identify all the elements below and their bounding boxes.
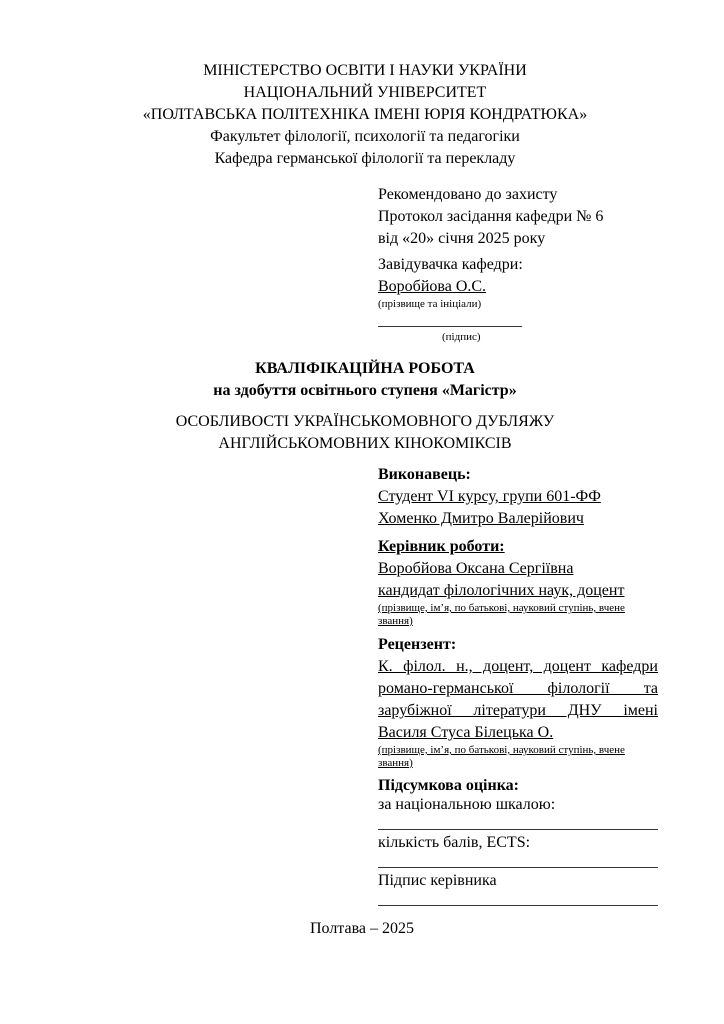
supervisor-degree-line: кандидат філологічних наук, доцент	[378, 582, 625, 599]
supervisor-fields-note: (прізвище, ім’я, по батькові, науковий ступінь, вчене звання)	[378, 602, 625, 627]
faculty-line: Факультет філології, психології та педагогіки	[210, 128, 520, 145]
surname-initials-note: (прізвище та ініціали)	[378, 298, 482, 310]
final-grade-label: Підсумкова оцінка:	[378, 777, 519, 794]
supervisor-name-line: Воробйова Оксана Сергіївна	[378, 560, 574, 577]
topic-line-2: АНГЛІЙСЬКОМОВНИХ КІНОКОМІКСІВ	[218, 435, 512, 452]
ministry-line: МІНІСТЕРСТВО ОСВІТИ І НАУКИ УКРАЇНИ	[203, 62, 527, 79]
reviewer-line-4: Василя Стуса Білецька О.	[378, 724, 554, 741]
institution-header	[72, 60, 658, 170]
protocol-date-line: від «20» січня 2025 року	[378, 230, 546, 247]
topic-line-1: ОСОБЛИВОСТІ УКРАЇНСЬКОМОВНОГО ДУБЛЯЖУ	[175, 413, 555, 430]
reviewer-line-3: зарубіжної літератури ДНУ імені	[378, 702, 658, 719]
city-year-line: Полтава – 2025	[309, 920, 415, 937]
supervisor-signature-label: Підпис керівника	[378, 872, 497, 889]
executor-course-line: Студент VI курсу, групи 601-ФФ	[378, 488, 601, 505]
reviewer-fields-note: (прізвище, ім’я, по батькові, науковий ступінь, вчене звання)	[378, 744, 625, 769]
supervisor-block	[378, 536, 658, 628]
reviewer-line-2: романо-германської філології та	[378, 680, 658, 697]
topic-title-block	[72, 411, 658, 455]
department-line: Кафедра германської філології та перекладу	[214, 150, 516, 167]
work-type-line: КВАЛІФІКАЦІЙНА РОБОТА	[255, 360, 475, 377]
reviewer-label: Рецензент:	[378, 636, 457, 653]
national-scale-label: за національною шкалою:	[378, 796, 556, 813]
recommendation-line: Рекомендовано до захисту	[378, 186, 558, 203]
signature-note: (підпис)	[442, 331, 481, 343]
reviewer-block	[378, 634, 658, 770]
approval-block	[378, 184, 658, 344]
supervisor-signature-blank-line: ___________________________________	[378, 891, 658, 908]
department-head-label: Завідувачка кафедри:	[378, 256, 523, 273]
final-grade-block	[378, 776, 658, 909]
degree-line: на здобуття освітнього ступеня «Магістр»	[213, 382, 517, 399]
supervisor-label: Керівник роботи:	[378, 538, 505, 555]
reviewer-line-1: К. філол. н., доцент, доцент кафедри	[378, 658, 658, 675]
executor-block	[378, 464, 658, 530]
university-type-line: НАЦІОНАЛЬНИЙ УНІВЕРСИТЕТ	[243, 84, 487, 101]
executor-label: Виконавець:	[378, 466, 471, 483]
national-scale-blank-line: ___________________________________	[378, 815, 658, 832]
university-name-line: «ПОЛТАВСЬКА ПОЛІТЕХНІКА ІМЕНІ ЮРІЯ КОНДРАТЮКА»	[142, 106, 588, 123]
credits-column	[378, 464, 658, 909]
protocol-line: Протокол засідання кафедри № 6	[378, 208, 604, 225]
ects-label: кількість балів, ECTS:	[378, 834, 531, 851]
department-head-name: Воробйова О.С.	[378, 278, 487, 295]
work-title-block	[72, 358, 658, 402]
signature-blank-line: __________________	[378, 312, 522, 329]
executor-name-line: Хоменко Дмитро Валерійович	[378, 510, 584, 527]
ects-blank-line: ___________________________________	[378, 853, 658, 870]
